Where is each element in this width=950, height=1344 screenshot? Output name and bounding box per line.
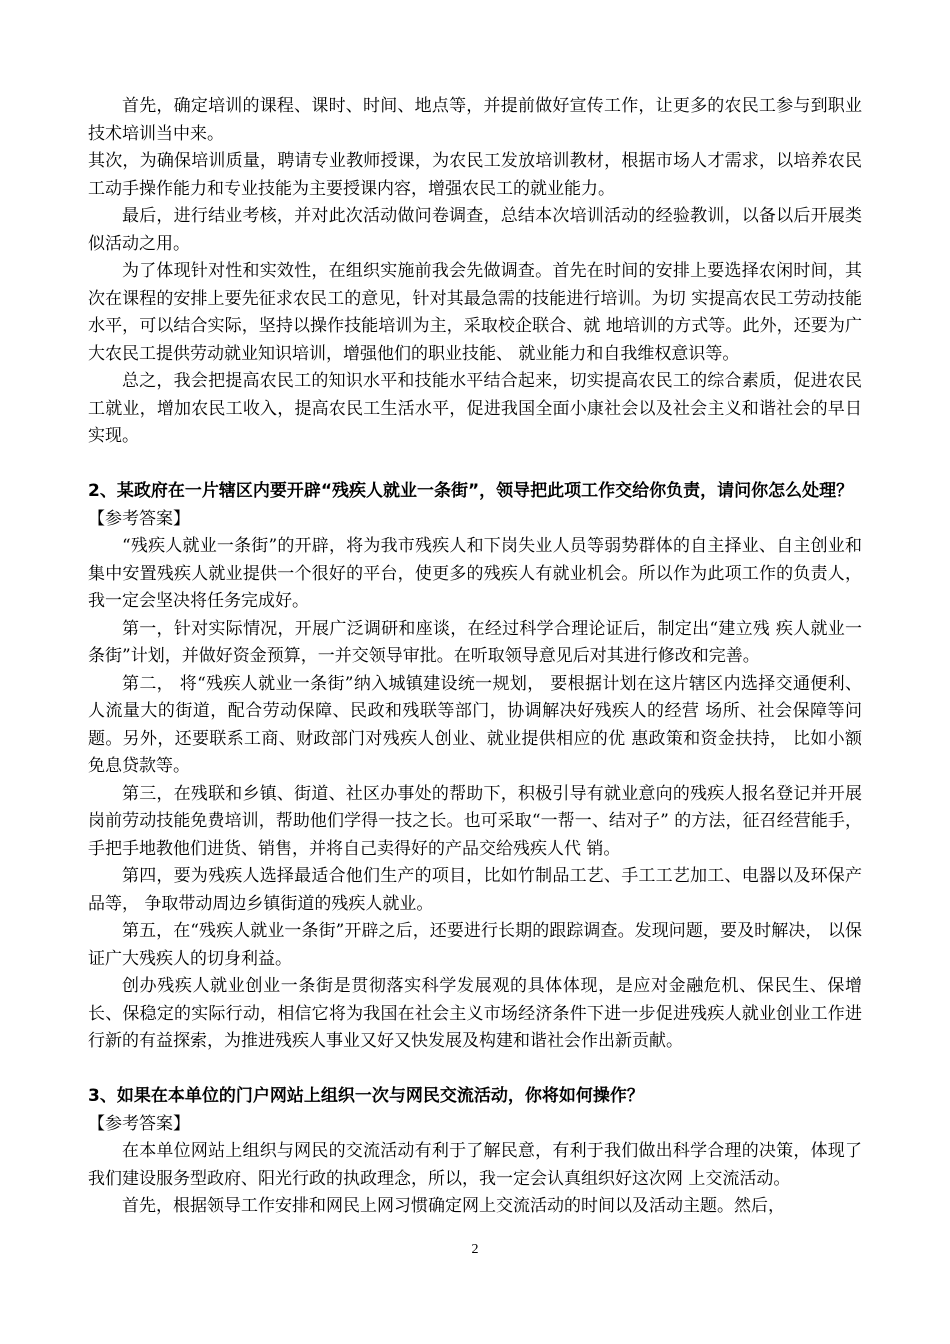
answer-label: 【参考答案】 <box>88 508 190 529</box>
paragraph: 在本单位网站上组织与网民的交流活动有利于了解民意，有利于我们做出科学合理的决策，体现了我们建设服务型政府、阳光行政的执政理念，所以，我一定会认真组织好这次网 上交流活动。 <box>88 1141 862 1189</box>
paragraph: 为了体现针对性和实效性，在组织实施前我会先做调查。首先在时间的安排上要选择农闲时间，其次在课程的安排上要先征求农民工的意见，针对其最急需的技能进行培训。为切 实提高农民工劳动技能水平，可以结合实际，坚持以操作技能培训为主，采取校企联合、就 地培训的方式等。此外，还要为广大农民工提供劳动就业知识培训，增强他们的职业技能、 就业能力和自我维权意识等。 <box>88 261 862 364</box>
answer-label: 【参考答案】 <box>88 1113 190 1134</box>
paragraph: 第四，要为残疾人选择最适合他们生产的项目，比如竹制品工艺、手工工艺加工、电器以及环保产品等， 争取带动周边乡镇街道的残疾人就业。 <box>88 866 862 914</box>
paragraph: 首先，根据领导工作安排和网民上网习惯确定网上交流活动的时间以及活动主题。然后， <box>122 1196 785 1216</box>
paragraph: 创办残疾人就业创业一条街是贯彻落实科学发展观的具体体现，是应对金融危机、保民生、保增长、保稳定的实际行动，相信它将为我国在社会主义市场经济条件下进一步促进残疾人就业创业工作进行新的有益探索，为推进残疾人事业又好又快发展及构建和谐社会作出新贡献。 <box>88 976 862 1051</box>
question-heading: 2、某政府在一片辖区内要开辟“残疾人就业一条街”，领导把此项工作交给你负责，请问你怎么处理？ <box>88 480 854 501</box>
paragraph: “残疾人就业一条街”的开辟，将为我市残疾人和下岗失业人员等弱势群体的自主择业、自主创业和集中安置残疾人就业提供一个很好的平台，使更多的残疾人有就业机会。所以作为此项工作的负责人， 我一定会坚决将任务完成好。 <box>88 536 862 611</box>
question-heading: 3、如果在本单位的门户网站上组织一次与网民交流活动，你将如何操作？ <box>88 1085 644 1106</box>
paragraph: 其次，为确保培训质量，聘请专业教师授课，为农民工发放培训教材，根据市场人才需求，以培养农民工动手操作能力和专业技能为主要授课内容，增强农民工的就业能力。 <box>88 151 862 199</box>
paragraph: 总之，我会把提高农民工的知识水平和技能水平结合起来，切实提高农民工的综合素质，促进农民工就业，增加农民工收入，提高农民工生活水平，促进我国全面小康社会以及社会主义和谐社会的早日实现。 <box>88 371 862 446</box>
page-number: 2 <box>471 1242 479 1257</box>
paragraph: 首先，确定培训的课程、课时、时间、地点等，并提前做好宣传工作，让更多的农民工参与到职业技术培训当中来。 <box>88 96 862 144</box>
paragraph: 第一，针对实际情况，开展广泛调研和座谈，在经过科学合理论证后，制定出“建立残 疾人就业一条街”计划，并做好资金预算，一并交领导审批。在听取领导意见后对其进行修改和完善。 <box>88 618 862 666</box>
paragraph: 第五，在“残疾人就业一条街”开辟之后，还要进行长期的跟踪调查。发现问题，要及时解决， 以保证广大残疾人的切身利益。 <box>88 921 862 969</box>
paragraph: 第三，在残联和乡镇、街道、社区办事处的帮助下，积极引导有就业意向的残疾人报名登记并开展岗前劳动技能免费培训，帮助他们学得一技之长。也可采取“一帮一、结对子” 的方法，征召经营能手，手把手地教他们进货、销售，并将自己卖得好的产品交给残疾人代 销。 <box>88 783 862 859</box>
paragraph: 第二， 将“残疾人就业一条街”纳入城镇建设统一规划， 要根据计划在这片辖区内选择交通便利、人流量大的街道，配合劳动保障、民政和残联等部门，协调解决好残疾人的经营 场所、社会保障等问题。另外，还要联系工商、财政部门对残疾人创业、就业提供相应的优 惠政策和资金扶持， 比如小额免息贷款等。 <box>88 673 862 776</box>
paragraph: 最后，进行结业考核，并对此次活动做问卷调查，总结本次培训活动的经验教训，以备以后开展类似活动之用。 <box>88 206 862 254</box>
